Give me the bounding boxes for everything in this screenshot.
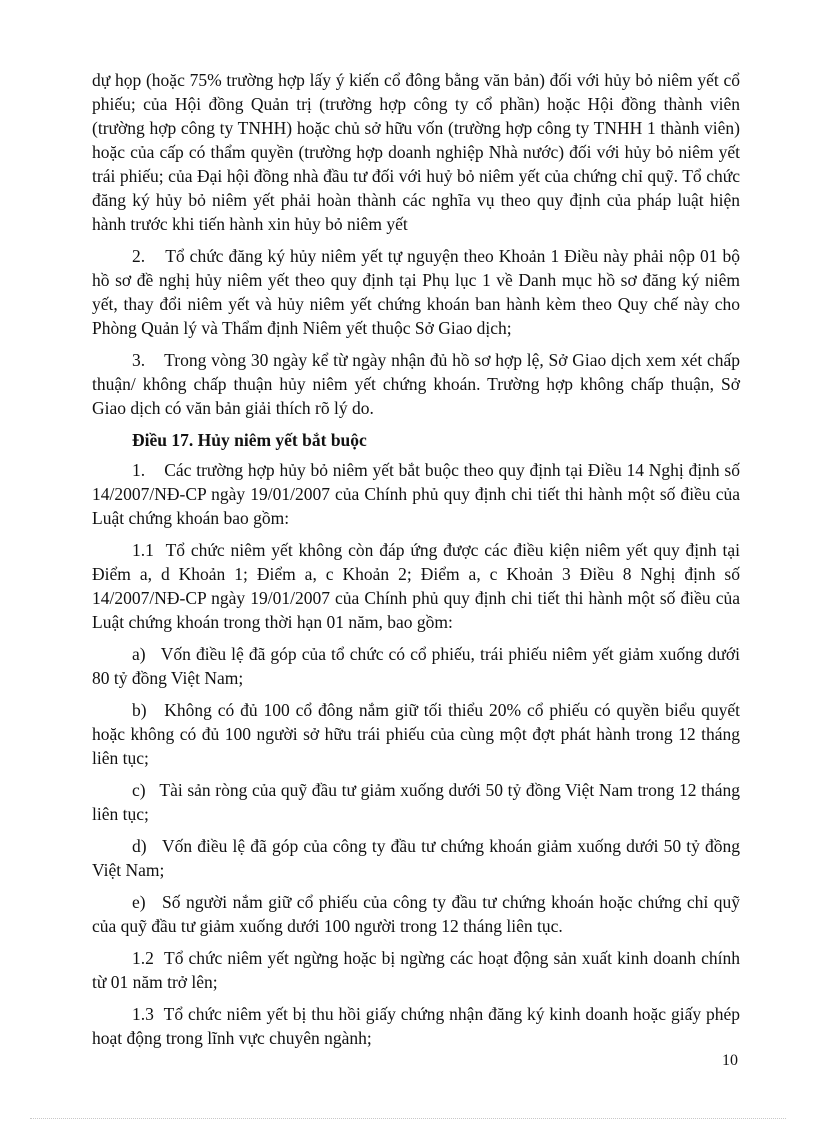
- paragraph-article-17-clause-1: 1. Các trường hợp hủy bỏ niêm yết bắt buộc theo quy định tại Điều 14 Nghị định số 14/2007/NĐ-CP ngày 19/01/2007 của Chính phủ quy định chi tiết thi hành một số điều của Luật chứng khoán bao gồm:: [92, 460, 740, 528]
- paragraph-item-1-2: 1.2 Tổ chức niêm yết ngừng hoặc bị ngừng các hoạt động sản xuất kinh doanh chính từ 01 năm trở lên;: [92, 948, 740, 992]
- paragraph-item-1-3: 1.3 Tổ chức niêm yết bị thu hồi giấy chứng nhận đăng ký kinh doanh hoặc giấy phép hoạt động trong lĩnh vực chuyên ngành;: [92, 1004, 740, 1048]
- paragraph-item-1-1: 1.1 Tổ chức niêm yết không còn đáp ứng được các điều kiện niêm yết quy định tại Điểm a, d Khoản 1; Điểm a, c Khoản 2; Điểm a, c Khoản 3 Điều 8 Nghị định số 14/2007/NĐ-CP ngày 19/01/2007 của Chính phủ quy định chi tiết thi hành một số điều của Luật chứng khoán trong thời hạn 01 năm, bao gồm:: [92, 540, 740, 632]
- footer-divider: [30, 1118, 786, 1119]
- paragraph-item-b: b) Không có đủ 100 cổ đông nắm giữ tối thiểu 20% cổ phiếu có quyền biểu quyết hoặc không có đủ 100 người sở hữu trái phiếu của cùng một đợt phát hành trong 12 tháng liên tục;: [92, 700, 740, 768]
- paragraph-clause-2: 2. Tổ chức đăng ký hủy niêm yết tự nguyện theo Khoản 1 Điều này phải nộp 01 bộ hồ sơ đề nghị hủy niêm yết theo quy định tại Phụ lục 1 về Danh mục hồ sơ đăng ký niêm yết, thay đổi niêm yết và hủy niêm yết chứng khoán ban hành kèm theo Quy chế này cho Phòng Quản lý và Thẩm định Niêm yết thuộc Sở Giao dịch;: [92, 246, 740, 338]
- paragraph-item-e: e) Số người nắm giữ cổ phiếu của công ty đầu tư chứng khoán hoặc chứng chỉ quỹ của quỹ đầu tư giảm xuống dưới 100 người trong 12 tháng liên tục.: [92, 892, 740, 936]
- paragraph-clause-3: 3. Trong vòng 30 ngày kể từ ngày nhận đủ hồ sơ hợp lệ, Sở Giao dịch xem xét chấp thuận/ không chấp thuận hủy niêm yết chứng khoán. Trường hợp không chấp thuận, Sở Giao dịch có văn bản giải thích rõ lý do.: [92, 350, 740, 418]
- paragraph-continuation: dự họp (hoặc 75% trường hợp lấy ý kiến cổ đông bằng văn bản) đối với hủy bỏ niêm yết cổ phiếu; của Hội đồng Quản trị (trường hợp công ty cổ phần) hoặc Hội đồng thành viên (trường hợp công ty TNHH) hoặc chủ sở hữu vốn (trường hợp công ty TNHH 1 thành viên) hoặc của cấp có thẩm quyền (trường hợp doanh nghiệp Nhà nước) đối với hủy bỏ niêm yết trái phiếu; của Đại hội đồng nhà đầu tư đối với huỷ bỏ niêm yết của chứng chỉ quỹ. Tổ chức đăng ký hủy bỏ niêm yết phải hoàn thành các nghĩa vụ theo quy định của pháp luật hiện hành trước khi tiến hành xin hủy bỏ niêm yết: [92, 70, 740, 234]
- page-number: 10: [722, 1052, 738, 1069]
- paragraph-item-c: c) Tài sản ròng của quỹ đầu tư giảm xuống dưới 50 tỷ đồng Việt Nam trong 12 tháng liên tục;: [92, 780, 740, 824]
- paragraph-item-d: d) Vốn điều lệ đã góp của công ty đầu tư chứng khoán giảm xuống dưới 50 tỷ đồng Việt Nam;: [92, 836, 740, 880]
- document-body: [92, 68, 740, 1058]
- paragraph-item-a: a) Vốn điều lệ đã góp của tổ chức có cổ phiếu, trái phiếu niêm yết giảm xuống dưới 80 tỷ đồng Việt Nam;: [92, 644, 740, 688]
- article-17-heading: Điều 17. Hủy niêm yết bắt buộc: [132, 430, 367, 450]
